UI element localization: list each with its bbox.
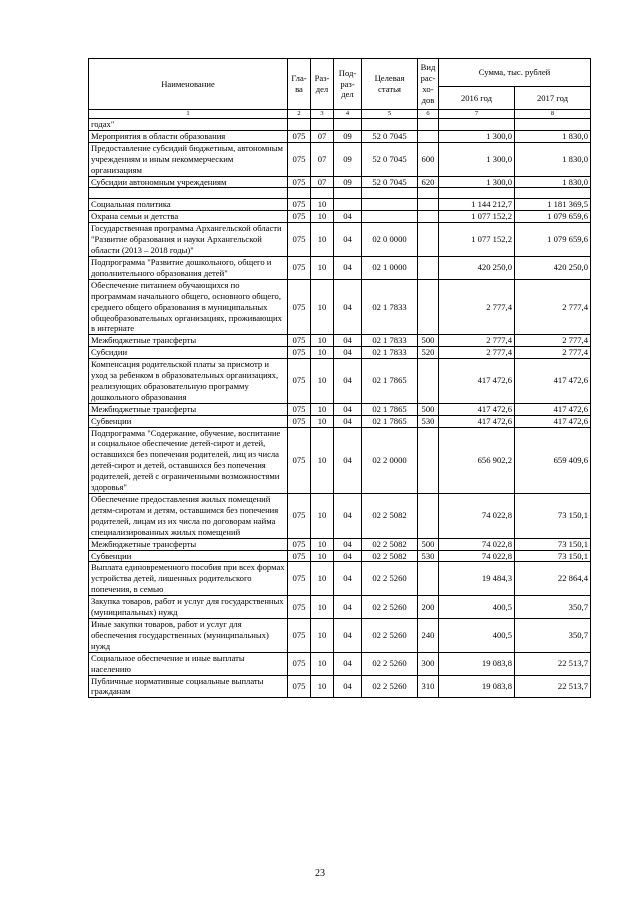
cell-name: Компенсация родительской платы за присмотр и уход за ребенком в образовательных организациях, реализующих образовательную программу дошкольного образования — [89, 359, 288, 404]
cell-podrazdel: 04 — [334, 279, 362, 335]
cell-podrazdel — [334, 199, 362, 211]
cell-expense-type: 200 — [418, 596, 439, 619]
cell-name: Социальная политика — [89, 199, 288, 211]
cell-razdel: 10 — [311, 550, 334, 562]
table-row — [89, 130, 591, 142]
cell-sum-2016: 417 472,6 — [439, 359, 515, 404]
cell-target-article — [362, 199, 418, 211]
cell-target-article — [362, 119, 418, 131]
cell-sum-2016 — [439, 188, 515, 199]
cell-sum-2017: 1 181 369,5 — [515, 199, 591, 211]
cell-razdel: 10 — [311, 596, 334, 619]
cell-expense-type — [418, 130, 439, 142]
cell-expense-type: 600 — [418, 142, 439, 176]
cell-sum-2017: 2 777,4 — [515, 279, 591, 335]
cell-expense-type: 500 — [418, 538, 439, 550]
cell-sum-2016: 19 083,8 — [439, 675, 515, 698]
cell-sum-2017: 22 513,7 — [515, 675, 591, 698]
table-row — [89, 359, 591, 404]
cell-target-article: 02 1 7865 — [362, 415, 418, 427]
cell-razdel: 07 — [311, 176, 334, 188]
cell-podrazdel: 04 — [334, 427, 362, 493]
cell-sum-2017: 350,7 — [515, 596, 591, 619]
cell-razdel: 10 — [311, 199, 334, 211]
cell-name: Закупка товаров, работ и услуг для государственных (муниципальных) нужд — [89, 596, 288, 619]
cell-sum-2016: 74 022,8 — [439, 550, 515, 562]
cell-sum-2017: 420 250,0 — [515, 256, 591, 279]
cell-razdel: 10 — [311, 675, 334, 698]
cell-glava — [288, 188, 311, 199]
cell-name: Субсидии — [89, 347, 288, 359]
cell-expense-type — [418, 223, 439, 257]
table-row — [89, 188, 591, 199]
cell-name: Государственная программа Архангельской области "Развитие образования и науки Архангельской области (2013 – 2018 годы)" — [89, 223, 288, 257]
cell-name: Подпрограмма "Развитие дошкольного, общего и дополнительного образования детей" — [89, 256, 288, 279]
cell-razdel: 10 — [311, 359, 334, 404]
header-glava: Гла- ва — [288, 59, 311, 110]
cell-expense-type: 530 — [418, 550, 439, 562]
cell-sum-2017: 1 830,0 — [515, 142, 591, 176]
cell-podrazdel: 04 — [334, 618, 362, 652]
cell-podrazdel: 04 — [334, 347, 362, 359]
header-razdel: Раз- дел — [311, 59, 334, 110]
cell-name: Предоставление субсидий бюджетным, автономным учреждениям и иным некоммерческим организациям — [89, 142, 288, 176]
cell-sum-2017: 350,7 — [515, 618, 591, 652]
cell-glava: 075 — [288, 562, 311, 596]
cell-name: Субвенции — [89, 415, 288, 427]
cell-sum-2016: 2 777,4 — [439, 347, 515, 359]
cell-sum-2016: 1 300,0 — [439, 176, 515, 188]
cell-target-article: 02 2 5082 — [362, 494, 418, 539]
cell-target-article: 52 0 7045 — [362, 176, 418, 188]
cell-podrazdel: 04 — [334, 675, 362, 698]
cell-sum-2017: 417 472,6 — [515, 403, 591, 415]
table-row — [89, 256, 591, 279]
cell-target-article: 02 1 0000 — [362, 256, 418, 279]
cell-name: Обеспечение питанием обучающихся по программам начального общего, основного общего, среднего общего образования в муниципальных общеобразовательных организациях, проживающих в интернате — [89, 279, 288, 335]
header-podrazdel: Под- раз- дел — [334, 59, 362, 110]
table-header — [89, 59, 591, 119]
table-row — [89, 618, 591, 652]
cell-sum-2016: 417 472,6 — [439, 403, 515, 415]
cell-glava: 075 — [288, 550, 311, 562]
cell-sum-2016: 1 077 152,2 — [439, 211, 515, 223]
cell-sum-2017: 417 472,6 — [515, 415, 591, 427]
cell-glava: 075 — [288, 427, 311, 493]
cell-glava: 075 — [288, 652, 311, 675]
cell-podrazdel: 04 — [334, 596, 362, 619]
table-row — [89, 427, 591, 493]
cell-target-article — [362, 211, 418, 223]
cell-razdel: 10 — [311, 562, 334, 596]
cell-glava: 075 — [288, 335, 311, 347]
cell-sum-2017: 73 150,1 — [515, 550, 591, 562]
cell-razdel: 10 — [311, 256, 334, 279]
cell-podrazdel: 04 — [334, 415, 362, 427]
cell-sum-2016: 1 077 152,2 — [439, 223, 515, 257]
cell-expense-type — [418, 359, 439, 404]
cell-expense-type: 300 — [418, 652, 439, 675]
cell-expense-type: 520 — [418, 347, 439, 359]
cell-glava: 075 — [288, 347, 311, 359]
cell-target-article: 02 1 7865 — [362, 359, 418, 404]
cell-sum-2016: 400,5 — [439, 618, 515, 652]
table-row — [89, 199, 591, 211]
table-row — [89, 596, 591, 619]
cell-target-article: 02 2 5260 — [362, 596, 418, 619]
cell-sum-2016 — [439, 119, 515, 131]
cell-sum-2017: 2 777,4 — [515, 347, 591, 359]
cell-sum-2017: 1 079 659,6 — [515, 223, 591, 257]
cell-podrazdel: 04 — [334, 256, 362, 279]
cell-target-article — [362, 188, 418, 199]
cell-target-article: 02 2 5082 — [362, 538, 418, 550]
table-row — [89, 119, 591, 131]
cell-podrazdel — [334, 188, 362, 199]
table-row — [89, 538, 591, 550]
cell-sum-2017: 1 830,0 — [515, 130, 591, 142]
cell-podrazdel: 04 — [334, 538, 362, 550]
cell-glava: 075 — [288, 256, 311, 279]
cell-podrazdel: 04 — [334, 403, 362, 415]
cell-podrazdel — [334, 119, 362, 131]
cell-glava: 075 — [288, 223, 311, 257]
cell-target-article: 02 2 5260 — [362, 618, 418, 652]
cell-podrazdel: 09 — [334, 176, 362, 188]
cell-target-article: 02 1 7833 — [362, 279, 418, 335]
cell-name: Социальное обеспечение и иные выплаты населению — [89, 652, 288, 675]
budget-table — [88, 58, 591, 698]
table-row — [89, 403, 591, 415]
cell-glava: 075 — [288, 538, 311, 550]
cell-razdel — [311, 188, 334, 199]
cell-podrazdel: 04 — [334, 562, 362, 596]
cell-name: Мероприятия в области образования — [89, 130, 288, 142]
table-row — [89, 176, 591, 188]
table-body — [89, 119, 591, 698]
cell-expense-type — [418, 494, 439, 539]
cell-glava: 075 — [288, 675, 311, 698]
cell-name: Субвенции — [89, 550, 288, 562]
cell-razdel: 10 — [311, 347, 334, 359]
table-row — [89, 223, 591, 257]
cell-sum-2016: 2 777,4 — [439, 335, 515, 347]
cell-sum-2017 — [515, 119, 591, 131]
cell-sum-2016: 74 022,8 — [439, 538, 515, 550]
cell-podrazdel: 04 — [334, 335, 362, 347]
cell-glava: 075 — [288, 199, 311, 211]
cell-expense-type — [418, 562, 439, 596]
cell-name: Охрана семьи и детства — [89, 211, 288, 223]
page-number: 23 — [315, 868, 325, 879]
table-row — [89, 562, 591, 596]
cell-sum-2016: 19 484,3 — [439, 562, 515, 596]
cell-glava: 075 — [288, 403, 311, 415]
table-row — [89, 652, 591, 675]
cell-razdel: 10 — [311, 494, 334, 539]
cell-target-article: 02 1 7865 — [362, 403, 418, 415]
cell-target-article: 02 2 5260 — [362, 675, 418, 698]
cell-target-article: 02 0 0000 — [362, 223, 418, 257]
table-row — [89, 335, 591, 347]
cell-expense-type: 240 — [418, 618, 439, 652]
cell-podrazdel: 09 — [334, 142, 362, 176]
cell-name: Межбюджетные трансферты — [89, 335, 288, 347]
cell-razdel: 10 — [311, 211, 334, 223]
cell-razdel: 10 — [311, 403, 334, 415]
header-target-article: Целевая статья — [362, 59, 418, 110]
cell-target-article: 02 2 5082 — [362, 550, 418, 562]
cell-sum-2016: 420 250,0 — [439, 256, 515, 279]
cell-razdel: 07 — [311, 130, 334, 142]
cell-podrazdel: 04 — [334, 494, 362, 539]
table-row — [89, 494, 591, 539]
cell-expense-type: 500 — [418, 335, 439, 347]
cell-glava: 075 — [288, 142, 311, 176]
table-row — [89, 415, 591, 427]
cell-sum-2016: 1 300,0 — [439, 130, 515, 142]
cell-glava: 075 — [288, 596, 311, 619]
cell-expense-type — [418, 279, 439, 335]
cell-sum-2017: 417 472,6 — [515, 359, 591, 404]
cell-glava: 075 — [288, 130, 311, 142]
cell-name — [89, 188, 288, 199]
cell-sum-2016: 1 144 212,7 — [439, 199, 515, 211]
header-year-2016: 2016 год — [439, 87, 515, 110]
cell-expense-type — [418, 427, 439, 493]
cell-podrazdel: 04 — [334, 550, 362, 562]
cell-name: Межбюджетные трансферты — [89, 538, 288, 550]
cell-glava: 075 — [288, 415, 311, 427]
cell-expense-type — [418, 256, 439, 279]
cell-name: Подпрограмма "Содержание, обучение, воспитание и социальное обеспечение детей-сирот и детей, оставшихся без попечения родителей, лиц из числа детей-сирот и детей, оставшихся без попечения родителей, детей с ограниченными возможностями здоровья" — [89, 427, 288, 493]
cell-expense-type: 500 — [418, 403, 439, 415]
column-number: 2 — [288, 110, 311, 119]
cell-razdel: 10 — [311, 279, 334, 335]
cell-sum-2017: 1 079 659,6 — [515, 211, 591, 223]
cell-sum-2017: 73 150,1 — [515, 538, 591, 550]
cell-target-article: 52 0 7045 — [362, 142, 418, 176]
column-number: 6 — [418, 110, 439, 119]
header-expense-type: Вид рас- хо- дов — [418, 59, 439, 110]
cell-sum-2016: 19 083,8 — [439, 652, 515, 675]
cell-expense-type: 530 — [418, 415, 439, 427]
cell-razdel: 10 — [311, 427, 334, 493]
cell-expense-type — [418, 199, 439, 211]
cell-sum-2017: 659 409,6 — [515, 427, 591, 493]
table-row — [89, 279, 591, 335]
cell-target-article: 02 1 7833 — [362, 347, 418, 359]
header-name: Наименование — [89, 59, 288, 110]
cell-podrazdel: 04 — [334, 223, 362, 257]
table-row — [89, 550, 591, 562]
column-number: 7 — [439, 110, 515, 119]
cell-glava: 075 — [288, 279, 311, 335]
cell-sum-2017: 22 513,7 — [515, 652, 591, 675]
cell-expense-type — [418, 211, 439, 223]
cell-name: Субсидии автономным учреждениям — [89, 176, 288, 188]
cell-razdel: 10 — [311, 652, 334, 675]
table-row — [89, 142, 591, 176]
cell-podrazdel: 09 — [334, 130, 362, 142]
cell-name: Обеспечение предоставления жилых помещений детям-сиротам и детям, оставшимся без попечения родителей, лицам из их числа по договорам найма специализированных жилых помещений — [89, 494, 288, 539]
cell-sum-2016: 2 777,4 — [439, 279, 515, 335]
cell-sum-2017: 22 864,4 — [515, 562, 591, 596]
cell-sum-2016: 400,5 — [439, 596, 515, 619]
cell-sum-2016: 656 902,2 — [439, 427, 515, 493]
cell-target-article: 52 0 7045 — [362, 130, 418, 142]
cell-sum-2017: 1 830,0 — [515, 176, 591, 188]
cell-razdel: 07 — [311, 142, 334, 176]
header-sum: Сумма, тыс. рублей — [439, 59, 591, 87]
cell-glava: 075 — [288, 211, 311, 223]
cell-name: Межбюджетные трансферты — [89, 403, 288, 415]
cell-expense-type: 620 — [418, 176, 439, 188]
cell-sum-2016: 1 300,0 — [439, 142, 515, 176]
cell-target-article: 02 2 0000 — [362, 427, 418, 493]
cell-name: Иные закупки товаров, работ и услуг для обеспечения государственных (муниципальных) нужд — [89, 618, 288, 652]
cell-razdel: 10 — [311, 618, 334, 652]
cell-name: годах" — [89, 119, 288, 131]
column-number: 1 — [89, 110, 288, 119]
cell-target-article: 02 2 5260 — [362, 562, 418, 596]
cell-expense-type — [418, 188, 439, 199]
cell-podrazdel: 04 — [334, 359, 362, 404]
cell-sum-2016: 417 472,6 — [439, 415, 515, 427]
cell-glava: 075 — [288, 618, 311, 652]
column-number: 3 — [311, 110, 334, 119]
column-number: 8 — [515, 110, 591, 119]
cell-target-article: 02 2 5260 — [362, 652, 418, 675]
column-number: 5 — [362, 110, 418, 119]
header-year-2017: 2017 год — [515, 87, 591, 110]
cell-sum-2017: 73 150,1 — [515, 494, 591, 539]
cell-glava: 075 — [288, 176, 311, 188]
cell-podrazdel: 04 — [334, 652, 362, 675]
table-row — [89, 211, 591, 223]
cell-glava: 075 — [288, 359, 311, 404]
cell-name: Публичные нормативные социальные выплаты гражданам — [89, 675, 288, 698]
cell-razdel: 10 — [311, 538, 334, 550]
cell-sum-2017 — [515, 188, 591, 199]
cell-razdel: 10 — [311, 335, 334, 347]
cell-expense-type — [418, 119, 439, 131]
cell-name: Выплата единовременного пособия при всех формах устройства детей, лишенных родительского попечения, в семью — [89, 562, 288, 596]
cell-podrazdel: 04 — [334, 211, 362, 223]
table-row — [89, 675, 591, 698]
table-row — [89, 347, 591, 359]
cell-sum-2017: 2 777,4 — [515, 335, 591, 347]
cell-expense-type: 310 — [418, 675, 439, 698]
column-number: 4 — [334, 110, 362, 119]
cell-razdel — [311, 119, 334, 131]
cell-target-article: 02 1 7833 — [362, 335, 418, 347]
cell-razdel: 10 — [311, 223, 334, 257]
cell-sum-2016: 74 022,8 — [439, 494, 515, 539]
cell-glava: 075 — [288, 494, 311, 539]
cell-razdel: 10 — [311, 415, 334, 427]
cell-glava — [288, 119, 311, 131]
